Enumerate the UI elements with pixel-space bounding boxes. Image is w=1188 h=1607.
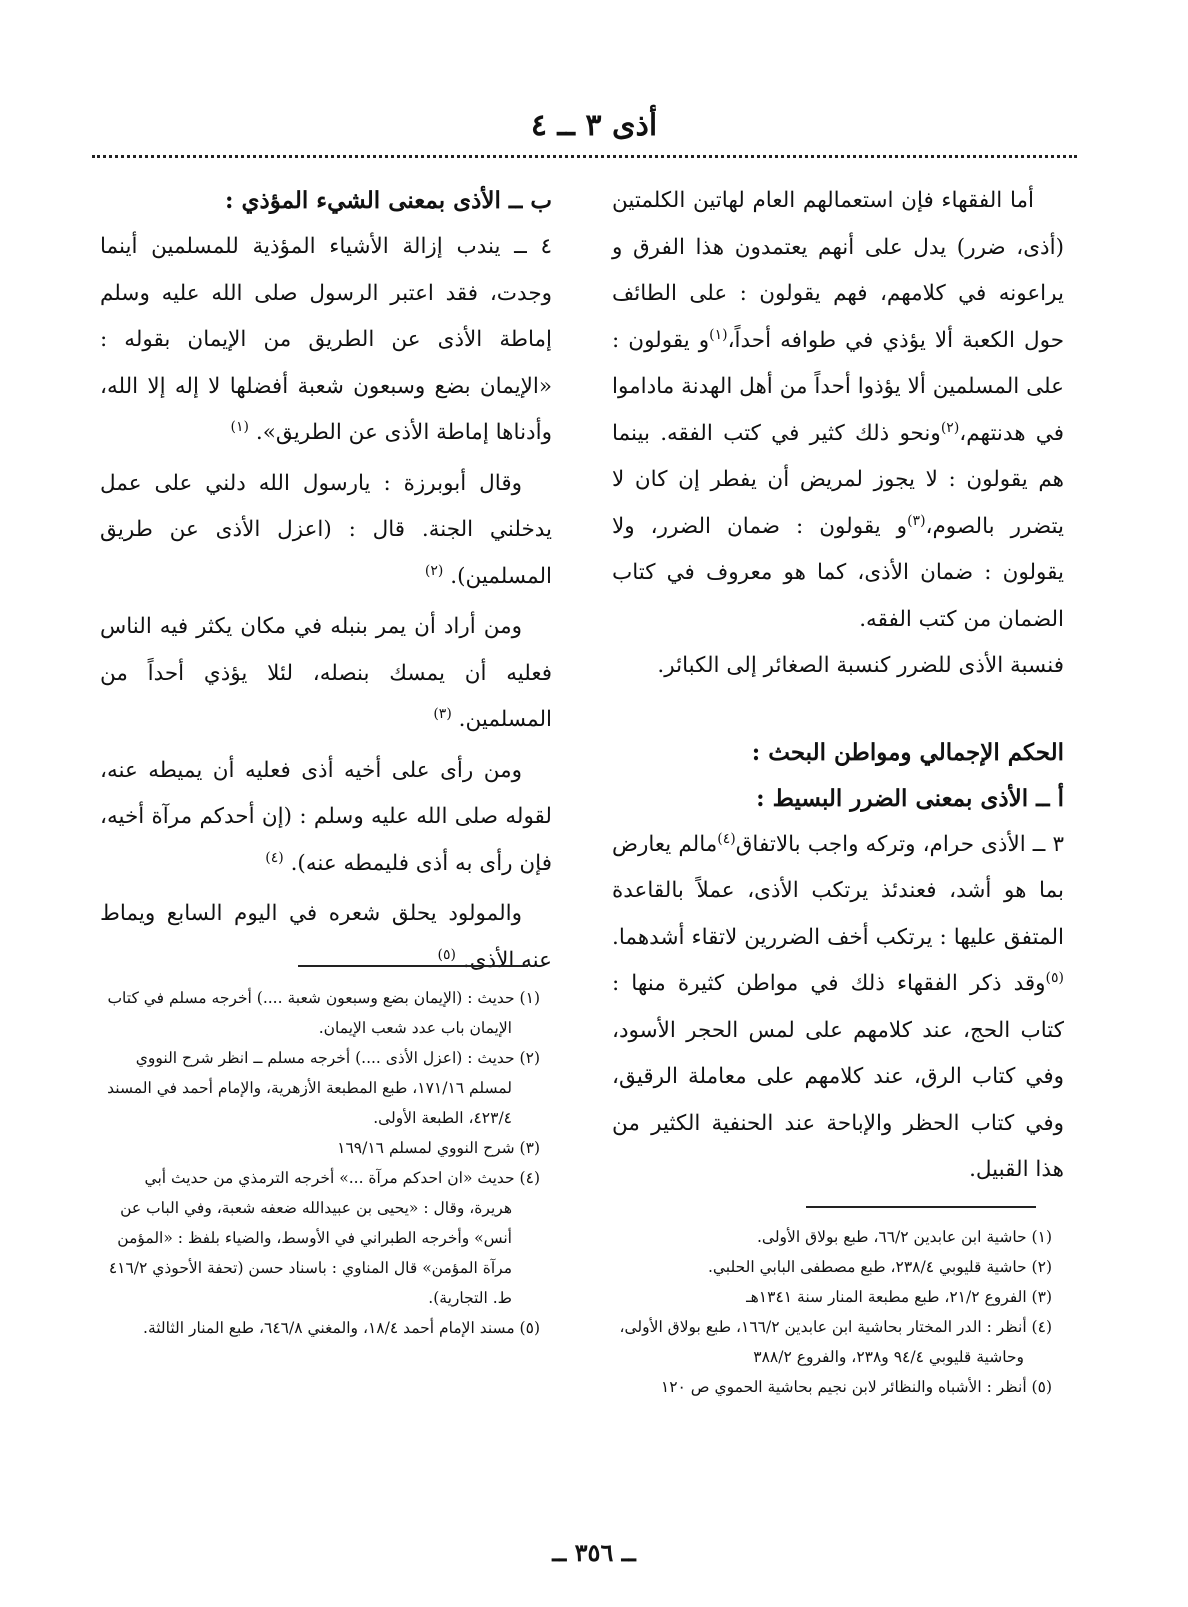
footnote-ref: (٤): [717, 830, 736, 847]
subsection-heading: ب ــ الأذى بمعنى الشيء المؤذي :: [224, 187, 552, 214]
footnote-separator: [806, 1206, 1036, 1208]
text-run: مالم يعارض بما هو أشد، فعندئذ يرتكب الأذى، عملاً بالقاعدة المتفق عليها : يرتكب أخف الضررين لاتقاء أشدهما.: [612, 831, 1064, 950]
left-paragraph-3: [100, 604, 552, 744]
text-run: ٤ ــ يندب إزالة الأشياء المؤذية للمسلمين أينما وجدت، فقد اعتبر الرسول صلى الله عليه وسلم إماطة الأذى عن الطريق من الإيمان بقوله : «الإيمان بضع وسبعون شعبة أفضلها لا إله إلا الله، وأدناها إماطة الأذى عن الطريق».: [100, 234, 552, 445]
left-paragraph-4: [100, 748, 552, 888]
left-paragraph-2: [100, 461, 552, 601]
text-run: أما الفقهاء فإن استعمالهم العام لهاتين الكلمتين (أذى، ضرر) يدل على أنهم يعتمدون هذا الفرق و يراعونه في كلامهم، فهم يقولون : على الطائف حول الكعبة ألا يؤذي في طوافه أحداً،: [612, 188, 1064, 353]
page-number: ــ ٣٥٦ ــ: [552, 1538, 636, 1567]
footnote-separator: [298, 965, 528, 967]
footnote-ref: (٥): [437, 946, 456, 963]
text-run: ٣ ــ الأذى حرام، وتركه واجب بالاتفاق: [735, 831, 1064, 857]
right-paragraph-2: فنسبة الأذى للضرر كنسبة الصغائر إلى الكبائر.: [657, 653, 1064, 678]
footnote: (٥) مسند الإمام أحمد ١٨/٤، والمغني ٦٤٦/٨، طبع المنار الثالثة.: [143, 1319, 540, 1337]
footnote: (٢) حديث : (اعزل الأذى ....) أخرجه مسلم ــ انظر شرح النووي لمسلم ١٧١/١٦، طبع المطبعة الأزهرية، والإمام أحمد في المسند ٤٢٣/٤، الطبعة الأولى.: [107, 1049, 540, 1127]
right-paragraph-1: [612, 178, 1064, 643]
right-column: [612, 178, 1064, 1194]
footnotes-right: [612, 1222, 1052, 1402]
text-run: و يقولون : ضمان الضرر، ولا يقولون : ضمان الأذى، كما هو معروف في كتاب الضمان من كتب الفقه.: [612, 513, 1064, 632]
footnote-ref: (٤): [265, 849, 284, 866]
text-run: ومن أراد أن يمر بنبله في مكان يكثر فيه الناس فعليه أن يمسك بنصله، لئلا يؤذي أحداً من المسلمين.: [100, 614, 552, 732]
text-run: والمولود يحلق شعره في اليوم السابع ويماط عنه الأذى.: [100, 901, 552, 973]
left-paragraph-5: [100, 891, 552, 984]
text-run: وقد ذكر الفقهاء ذلك في مواطن كثيرة منها : كتاب الحج، عند كلامهم على لمس الحجر الأسود، وفي كتاب الرق، عند كلامهم على معاملة الرقيق، وفي كتاب الحظر والإباحة عند الحنفية الكثير من هذا القبيل.: [612, 971, 1064, 1182]
section-spacer: [612, 690, 1064, 730]
right-paragraph-3: [612, 822, 1064, 1194]
footnote-ref: (٥): [1045, 969, 1064, 986]
left-paragraph-1: [100, 224, 552, 457]
footnote: (٥) أنظر : الأشباه والنظائر لابن نجيم بحاشية الحموي ص ١٢٠: [660, 1378, 1052, 1396]
footnote: (٣) الفروع ٢١/٢، طبع مطبعة المنار سنة ١٣٤١هـ: [746, 1288, 1052, 1306]
footnote: (٤) حديث «ان احدكم مرآة ...» أخرجه الترمذي من حديث أبي هريرة، وقال : «يحيى بن عبيدالله ضعفه شعبة، وفي الباب عن أنس» وأخرجه الطبراني في الأوسط، والضياء بلفظ : «المؤمن مرآة المؤمن» قال المناوي : باسناد حسن (تحفة الأحوذي ٤١٦/٢ ط. التجارية).: [108, 1169, 540, 1307]
text-run: وقال أبوبرزة : يارسول الله دلني على عمل يدخلني الجنة. قال : (اعزل الأذى عن طريق المسلمين).: [100, 470, 552, 589]
footnote-ref: (٢): [424, 562, 444, 579]
footnotes-left: [100, 983, 540, 1343]
text-run: ونحو ذلك كثير في كتب الفقه. بينما هم يقولون : لا يجوز لمريض أن يفطر إن كان لا يتضرر بالصوم،: [612, 420, 1064, 539]
section-heading: الحكم الإجمالي ومواطن البحث :: [751, 738, 1064, 766]
text-run: و يقولون : على المسلمين ألا يؤذوا أحداً من أهل الهدنة ماداموا في هدنتهم،: [612, 327, 1064, 446]
left-column: [100, 178, 552, 984]
subsection-heading: أ ــ الأذى بمعنى الضرر البسيط :: [756, 784, 1064, 812]
footnote: (٣) شرح النووي لمسلم ١٦٩/١٦: [337, 1139, 540, 1157]
footnote: (١) حديث : (الإيمان بضع وسبعون شعبة ....) أخرجه مسلم في كتاب الإيمان باب عدد شعب الإيمان.: [107, 989, 540, 1037]
footnote-ref: (١): [230, 418, 250, 435]
footnote-ref: (٣): [433, 705, 452, 722]
footnote: (٢) حاشية قليوبي ٢٣٨/٤، طبع مصطفى البابي الحلبي.: [707, 1258, 1052, 1276]
footnote: (٤) أنظر : الدر المختار بحاشية ابن عابدين ١٦٦/٢، طبع بولاق الأولى، وحاشية قليوبي ٩٤/٤ و٢٣٨، والفروع ٣٨٨/٢: [619, 1318, 1052, 1366]
text-run: ومن رأى على أخيه أذى فعليه أن يميطه عنه، لقوله صلى الله عليه وسلم : (إن أحدكم مرآة أخيه، فإن رأى به أذى فليمطه عنه).: [100, 757, 552, 876]
header-dotted-rule: [92, 155, 1077, 158]
footnote-ref: (١): [709, 326, 728, 343]
running-header: أذى ٣ ــ ٤: [530, 108, 658, 143]
footnote-ref: (٢): [940, 419, 960, 436]
footnote-ref: (٣): [907, 512, 926, 529]
footnote: (١) حاشية ابن عابدين ٦٦/٢، طبع بولاق الأولى.: [756, 1228, 1052, 1246]
